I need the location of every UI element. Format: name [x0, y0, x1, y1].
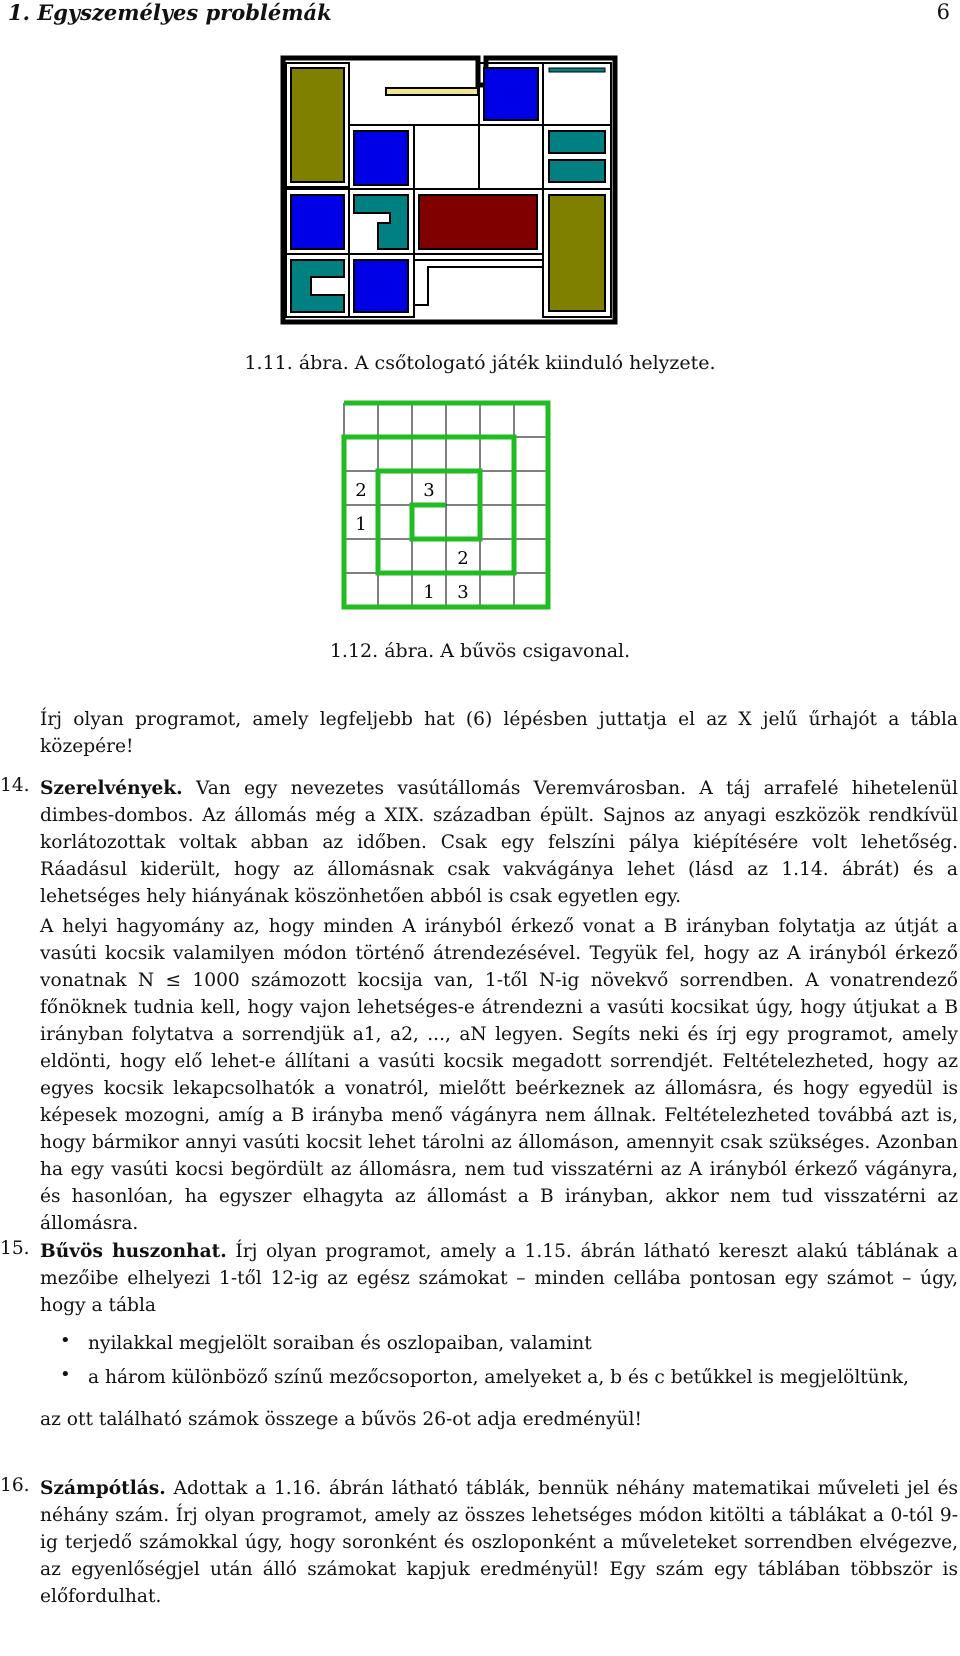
spiral-cell-2: 3: [423, 480, 435, 501]
problem-16-number: 16.: [0, 1475, 30, 1496]
problem-15-bullet-2: a három különböző színű mezőcsoporton, amelyeket a, b és c betűkkel is megjelöltünk,: [88, 1367, 909, 1388]
tube-puzzle-figure: [278, 55, 620, 325]
teal-bar-upper: [549, 68, 605, 72]
intro-paragraph: Írj olyan programot, amely legfeljebb hat (6) lépésben juttatja el az X jelű űrhajót a tábla közepére!: [40, 709, 958, 757]
problem-15-title: Bűvös huszonhat.: [40, 1241, 227, 1262]
bullet-dot-2: •: [60, 1364, 71, 1385]
problem-14-title: Szerelvények.: [40, 778, 183, 799]
problem-15-intro: [40, 1238, 958, 1319]
blue-block-1: [484, 68, 538, 120]
blue-block-2: [354, 131, 408, 185]
spiral-cell-1: 2: [355, 480, 367, 501]
spiral-cell-3: 1: [355, 514, 367, 535]
white-tube: [414, 260, 543, 305]
problem-15-bullet-1: nyilakkal megjelölt soraiban és oszlopaiban, valamint: [88, 1333, 592, 1354]
figure-caption-1-11: 1.11. ábra. A csőtologató játék kiinduló helyzete.: [244, 352, 716, 374]
teal-bar-top: [549, 131, 605, 153]
problem-15-number: 15.: [0, 1238, 30, 1259]
problem-16-text-body: Adottak a 1.16. ábrán látható táblák, bennük néhány matematikai műveleti jel és néhány szám. Írj olyan programot, amely az összes lehetséges módon kitölti a táblákat a 0-tól 9-ig terjedő számokkal úgy, hogy soronként és oszloponként a műveleteket sorrendben elvégezve, az egyenlőségjel után álló számokat kapjuk eredményül! Egy szám egy táblában többször is előfordulhat.: [40, 1478, 958, 1607]
spiral-figure: [340, 400, 554, 610]
teal-hook-2: [291, 260, 344, 312]
problem-16-title: Számpótlás.: [40, 1478, 166, 1499]
yellow-tube: [386, 88, 478, 95]
teal-hook-1: [354, 195, 408, 249]
blue-block-3: [291, 195, 344, 249]
spiral-cell-5: 1: [423, 582, 435, 603]
bullet-dot-1: •: [60, 1330, 71, 1351]
problem-14-p2: A helyi hagyomány az, hogy minden A irányból érkező vonat a B irányban folytatja az útját a vasúti kocsik valamilyen módon történő átrendezésével. Tegyük fel, hogy az A irányból érkező vonatnak N ≤ 1000 számozott kocsija van, 1-től N-ig növekvő sorrendben. A vonatrendező főnöknek tudnia kell, hogy vajon lehetséges-e átrendezni a vasúti kocsikat úgy, hogy útjukat a B irányban folytatva a sorrendjük a1, a2, ..., aN legyen. Segíts neki és írj egy programot, amely eldönti, hogy elő lehet-e állítani a vasúti kocsik megadott sorrendjét. Feltételezheted, hogy az egyes kocsik lekapcsolhatók a vonatról, mielőtt beérkeznek az állomásra, és hogy egyedül is képesek mozogni, amíg a B irányba menő vágányra nem állnak. Feltételezheted továbbá azt is, hogy bármikor annyi vasúti kocsit lehet tárolni az állomáson, amennyit csak szükséges. Azonban ha egy vasúti kocsi begördült az állomásra, nem tud visszatérni az A irányból érkező vágányra, és hasonlóan, ha egyszer elhagyta az állomást a B irányban, akkor nem tud visszatérni az állomásra.: [40, 916, 958, 1234]
spiral-cell-4: 2: [457, 548, 469, 569]
spiral-cell-6: 3: [457, 582, 469, 603]
problem-15-intro-text: Írj olyan programot, amely a 1.15. ábrán látható kereszt alakú táblának a mezőibe elhelyezi 1-től 12-ig az egész számokat – minden cellába pontosan egy számot – úgy, hogy a tábla: [40, 1241, 959, 1316]
problem-14-p1-text: Van egy nevezetes vasútállomás Veremvárosban. A táj arrafelé hihetelenül dimbes-dombos. Az állomás még a XIX. században épült. Sajnos az anyagi eszközök rendkívül korlátozottak voltak abban az időben. Csak egy felszíni pálya kiépítésére volt lehetőség. Ráadásul kiderült, hogy az állomásnak csak vakvágánya lehet (lásd az 1.14. ábrát) és a lehetséges hely hiányának köszönhetően abból is csak egyetlen egy.: [40, 778, 958, 907]
problem-14-number: 14.: [0, 775, 30, 796]
figure-caption-1-12: 1.12. ábra. A bűvös csigavonal.: [329, 640, 631, 662]
olive-block-left: [291, 68, 344, 182]
darkred-block: [419, 195, 537, 249]
problem-14-p1: [40, 775, 958, 910]
problem-15-outro: az ott található számok összege a bűvös 26-ot adja eredményül!: [40, 1409, 642, 1430]
blue-block-4: [354, 260, 408, 312]
chapter-title: 1. Egyszemélyes problémák: [8, 0, 332, 25]
olive-block-right: [549, 195, 605, 311]
teal-bar-bottom: [549, 160, 605, 182]
problem-16-text: [40, 1475, 958, 1610]
page-number: 6: [936, 0, 950, 24]
